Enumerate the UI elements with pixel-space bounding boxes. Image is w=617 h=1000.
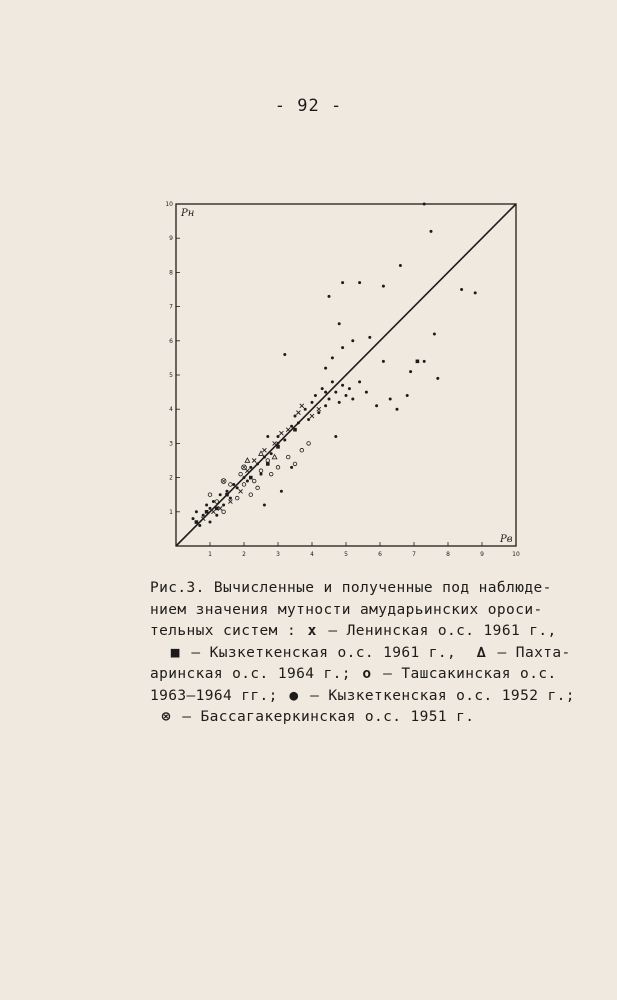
- data-point-square: [416, 360, 420, 364]
- caption-text: аринская о.с. 1964 г.;: [150, 666, 360, 682]
- triangle-marker-icon: ∆: [476, 644, 486, 661]
- data-point-dot: [321, 387, 324, 390]
- data-point-cross: [218, 506, 222, 510]
- x-tick-label: 6: [378, 551, 382, 558]
- data-point-dot: [297, 421, 300, 424]
- data-point-dot: [307, 418, 310, 421]
- data-point-cross: [273, 441, 277, 445]
- y-tick-label: 8: [169, 269, 173, 277]
- data-point-dot: [236, 486, 239, 489]
- data-point-dot: [334, 391, 337, 394]
- data-point-dot: [215, 514, 218, 517]
- data-point-dot: [260, 473, 263, 476]
- x-tick-label: 2: [242, 551, 246, 558]
- data-point-dot: [198, 524, 201, 527]
- data-point-cross: [279, 431, 283, 435]
- y-tick-label: 6: [169, 337, 173, 345]
- data-point-dot: [423, 360, 426, 363]
- caption-text: – Ташсакинская о.с.: [373, 666, 557, 682]
- data-point-crossed-circle-cross: [222, 479, 225, 482]
- data-point-dot: [358, 281, 361, 284]
- data-point-dot: [406, 394, 409, 397]
- x-tick-label: 9: [480, 551, 484, 558]
- data-point-dot: [280, 490, 283, 493]
- data-point-dot: [382, 360, 385, 363]
- data-point-circle: [259, 469, 263, 473]
- cross-marker-icon: x: [307, 623, 317, 639]
- caption-text: – Ленинская о.с. 1961 г.,: [319, 623, 557, 639]
- data-point-crossed-circle-cross: [242, 466, 245, 469]
- y-tick-label: 9: [169, 235, 173, 243]
- data-point-dot: [345, 394, 348, 397]
- data-point-dot: [460, 288, 463, 291]
- data-point-dot: [290, 466, 293, 469]
- data-point-dot: [283, 353, 286, 356]
- x-tick-label: 7: [412, 551, 416, 558]
- y-tick-label: 4: [169, 406, 173, 414]
- caption-line-6: [150, 686, 580, 708]
- data-point-dot: [212, 500, 215, 503]
- data-point-dot: [232, 483, 235, 486]
- data-point-dot: [334, 435, 337, 438]
- caption-text: – Кызкеткенская о.с. 1952 г.;: [300, 687, 575, 704]
- data-point-dot: [341, 281, 344, 284]
- data-point-square: [195, 520, 199, 524]
- data-point-dot: [331, 356, 334, 359]
- data-point-circle: [242, 483, 246, 487]
- data-point-dot: [209, 521, 212, 524]
- data-point-dot: [436, 377, 439, 380]
- data-point-dot: [341, 346, 344, 349]
- data-point-circle: [293, 462, 297, 466]
- y-axis-label: Pн: [181, 208, 195, 219]
- x-tick-label: 10: [512, 551, 520, 558]
- data-point-dot: [351, 339, 354, 342]
- data-point-dot: [283, 438, 286, 441]
- data-point-circle: [266, 459, 270, 463]
- x-tick-label: 1: [208, 551, 212, 558]
- data-point-circle: [269, 472, 273, 476]
- data-point-circle: [252, 479, 256, 483]
- dot-marker-icon: ●: [289, 687, 299, 704]
- data-point-dot: [348, 387, 351, 390]
- data-point-circle: [276, 466, 280, 470]
- data-point-dot: [226, 490, 229, 493]
- data-point-dot: [243, 476, 246, 479]
- crossed-circle-marker-icon: ⊗: [161, 709, 171, 725]
- data-point-dot: [266, 435, 269, 438]
- data-point-dot: [331, 380, 334, 383]
- data-point-dot: [222, 503, 225, 506]
- caption-line-3: [150, 621, 580, 643]
- data-point-circle: [307, 442, 311, 446]
- data-point-cross: [245, 469, 249, 473]
- data-point-dot: [311, 401, 314, 404]
- data-point-dot: [430, 230, 433, 233]
- data-point-circle: [222, 510, 226, 514]
- data-point-circle: [208, 493, 212, 497]
- data-point-dot: [328, 295, 331, 298]
- data-point-dot: [474, 291, 477, 294]
- data-point-dot: [324, 391, 327, 394]
- data-point-square: [225, 493, 229, 497]
- data-point-square: [276, 445, 280, 449]
- data-point-triangle: [245, 458, 250, 462]
- y-tick-label: 10: [165, 201, 173, 208]
- data-point-dot: [219, 493, 222, 496]
- data-point-dot: [382, 285, 385, 288]
- y-tick-label: 2: [169, 474, 173, 482]
- data-point-dot: [294, 415, 297, 418]
- data-point-circle: [300, 448, 304, 452]
- data-point-dot: [409, 370, 412, 373]
- data-point-cross: [239, 489, 243, 493]
- data-point-circle: [235, 496, 239, 500]
- data-point-dot: [205, 503, 208, 506]
- data-point-square: [293, 428, 297, 432]
- data-point-dot: [351, 397, 354, 400]
- data-point-cross: [286, 428, 290, 432]
- data-point-dot: [399, 264, 402, 267]
- data-point-cross: [201, 517, 205, 521]
- data-point-dot: [249, 466, 252, 469]
- data-point-triangle: [272, 455, 277, 459]
- data-point-square: [215, 507, 219, 511]
- data-point-dot: [423, 203, 426, 206]
- data-point-circle: [215, 500, 219, 504]
- caption-line-1: Рис.3. Вычисленные и полученные под наблюде-: [150, 580, 552, 596]
- data-point-circle: [239, 472, 243, 476]
- data-point-dot: [202, 514, 205, 517]
- x-tick-label: 5: [344, 551, 348, 558]
- x-tick-label: 4: [310, 551, 314, 558]
- data-point-dot: [324, 404, 327, 407]
- data-point-cross: [296, 411, 300, 415]
- data-point-dot: [290, 425, 293, 428]
- data-point-dot: [389, 397, 392, 400]
- caption-line-4: [150, 643, 580, 665]
- data-point-dot: [341, 384, 344, 387]
- data-point-cross: [262, 448, 266, 452]
- caption-line-7: [150, 707, 580, 729]
- data-point-dot: [365, 391, 368, 394]
- caption-text: – Пахта-: [488, 644, 571, 661]
- data-point-dot: [263, 456, 266, 459]
- data-point-circle: [286, 455, 290, 459]
- data-point-circle: [249, 493, 253, 497]
- data-point-dot: [263, 503, 266, 506]
- caption-text: 1963–1964 гг.;: [150, 687, 287, 704]
- data-point-dot: [338, 401, 341, 404]
- data-point-dot: [229, 497, 232, 500]
- data-point-cross: [317, 407, 321, 411]
- data-point-dot: [375, 404, 378, 407]
- data-point-dot: [328, 397, 331, 400]
- data-point-dot: [195, 510, 198, 513]
- data-point-dot: [368, 336, 371, 339]
- data-point-cross: [252, 459, 256, 463]
- caption-line-2: нием значения мутности амударьинских ороси-: [150, 601, 543, 618]
- data-point-dot: [256, 462, 259, 465]
- data-point-square: [205, 510, 209, 514]
- data-point-dot: [304, 408, 307, 411]
- circle-marker-icon: о: [362, 666, 372, 682]
- figure-caption: [150, 578, 580, 729]
- data-point-cross: [310, 414, 314, 418]
- data-point-dot: [358, 380, 361, 383]
- data-point-dot: [246, 480, 249, 483]
- data-point-cross: [300, 404, 304, 408]
- caption-text: – Бассагакеркинская о.с. 1951 г.: [173, 709, 475, 725]
- data-point-dot: [396, 408, 399, 411]
- data-point-dot: [338, 322, 341, 325]
- data-point-dot: [192, 517, 195, 520]
- square-marker-icon: ■: [170, 644, 180, 661]
- y-tick-label: 7: [169, 303, 173, 311]
- caption-line-5: [150, 664, 580, 686]
- x-tick-label: 8: [446, 551, 450, 558]
- y-tick-label: 1: [169, 508, 173, 516]
- data-point-dot: [433, 332, 436, 335]
- data-point-dot: [277, 435, 280, 438]
- x-axis-label: Pв: [500, 534, 513, 545]
- caption-text: тельных систем :: [150, 623, 306, 639]
- caption-text: – Кызкеткенская о.с. 1961 г.,: [182, 644, 475, 661]
- data-point-dot: [209, 507, 212, 510]
- data-point-dot: [277, 442, 280, 445]
- data-point-dot: [317, 411, 320, 414]
- scatter-chart: [160, 190, 530, 570]
- page-number: - 92 -: [274, 96, 343, 116]
- data-point-dot: [270, 452, 273, 455]
- data-point-dot: [324, 367, 327, 370]
- data-point-circle: [256, 486, 260, 490]
- data-point-cross: [211, 510, 215, 514]
- data-point-cross: [228, 500, 232, 504]
- y-tick-label: 5: [169, 372, 173, 379]
- y-tick-label: 3: [169, 440, 173, 448]
- data-point-circle: [229, 483, 233, 487]
- x-tick-label: 3: [276, 551, 280, 558]
- data-point-square: [249, 476, 253, 480]
- data-point-dot: [314, 394, 317, 397]
